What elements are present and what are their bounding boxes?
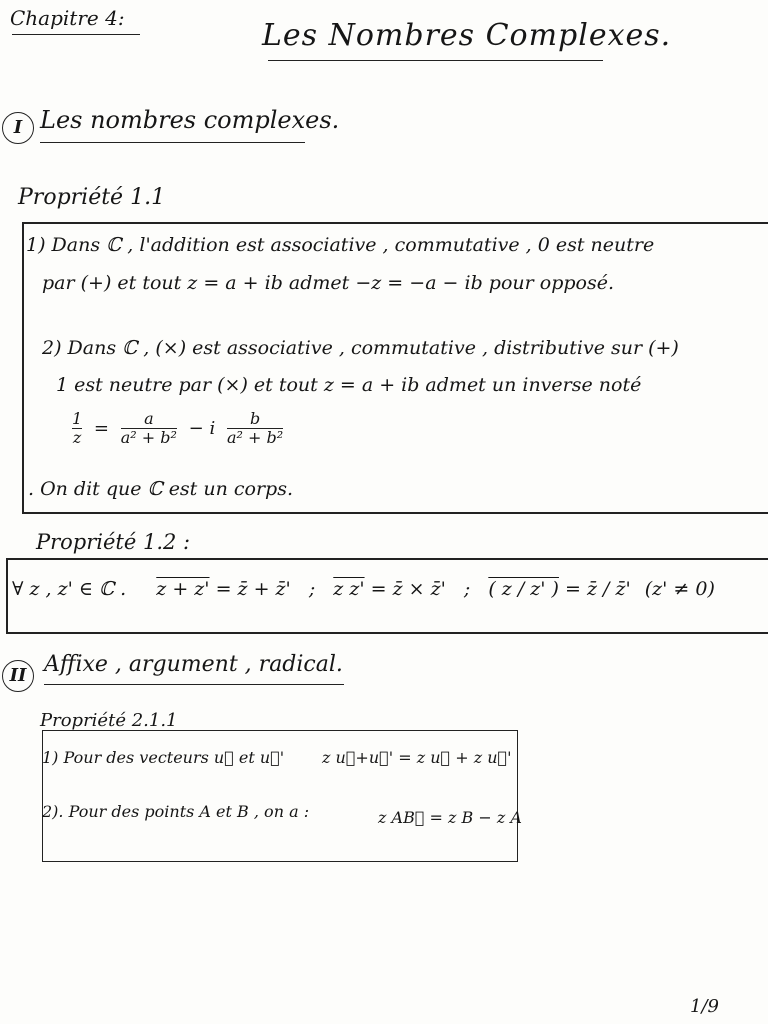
property-1-1-line-3: 2) Dans ℂ , (×) est associative , commutative , distributive sur (+) xyxy=(42,337,679,359)
conjugate-quotient-rhs: = z̄ / z̄' xyxy=(565,578,631,600)
property-1-1-label: Propriété 1.1 xyxy=(18,185,166,210)
property-1-1-line-4: 1 est neutre par (×) et tout z = a + ib admet un inverse noté xyxy=(56,374,642,396)
nonzero-condition: (z' ≠ 0) xyxy=(644,578,715,600)
equals-sign: = xyxy=(93,417,110,439)
fraction-numerator: a xyxy=(144,409,154,428)
vector-affix-formula: z u⃗+u⃗' = z u⃗ + z u⃗' xyxy=(322,748,512,767)
conjugate-product-rhs: = z̄ × z̄' xyxy=(370,578,446,600)
chapter-underline xyxy=(12,34,140,35)
conjugate-sum: z + z' xyxy=(156,578,210,600)
page-number: 1/9 xyxy=(690,996,719,1017)
chapter-label: Chapitre 4: xyxy=(10,6,125,30)
conjugate-sum-rhs: = z̄ + z̄' xyxy=(215,578,291,600)
property-1-1-line-2: par (+) et tout z = a + ib admet −z = −a − ib pour opposé. xyxy=(42,272,614,294)
fraction-denominator: a² + b² xyxy=(120,428,177,447)
fraction-denominator: z xyxy=(72,428,82,447)
fraction-denominator: a² + b² xyxy=(226,428,284,447)
fraction-imaginary-part xyxy=(227,410,283,447)
title-underline xyxy=(268,60,603,61)
separator: ; xyxy=(308,578,316,600)
section-1-number: I xyxy=(2,112,34,144)
property-1-1-line-1: 1) Dans ℂ , l'addition est associative , commutative , 0 est neutre xyxy=(26,234,655,256)
page-title: Les Nombres Complexes. xyxy=(262,18,672,53)
fraction-numerator: 1 xyxy=(72,409,83,428)
fraction-real-part xyxy=(121,410,177,447)
property-2-1-1-label: Propriété 2.1.1 xyxy=(40,710,178,731)
section-1-title: Les nombres complexes. xyxy=(40,106,340,134)
minus-i: − i xyxy=(188,417,216,439)
section-2-title: Affixe , argument , radical. xyxy=(44,652,343,677)
property-2-1-1-line-2: 2). Pour des points A et B , on a : xyxy=(42,802,310,821)
conjugate-properties xyxy=(12,578,715,600)
property-1-1-line-5: . On dit que ℂ est un corps. xyxy=(28,478,293,500)
property-1-1-box xyxy=(22,222,768,514)
conjugate-quotient: ( z / z' ) xyxy=(488,578,559,600)
forall-clause: ∀ z , z' ∈ ℂ . xyxy=(12,578,127,600)
conjugate-product: z z' xyxy=(333,578,365,600)
section-1-underline xyxy=(40,142,305,143)
property-1-2-label: Propriété 1.2 : xyxy=(36,530,191,554)
property-2-1-1-line-1: 1) Pour des vecteurs u⃗ et u⃗' xyxy=(42,748,285,767)
inverse-formula xyxy=(72,410,283,447)
section-2-number: II xyxy=(2,660,34,692)
fraction-one-over-z xyxy=(72,410,82,447)
separator: ; xyxy=(463,578,471,600)
section-2-underline xyxy=(44,684,344,685)
points-affix-formula: z AB⃗ = z B − z A xyxy=(378,808,522,827)
fraction-numerator: b xyxy=(249,409,261,428)
